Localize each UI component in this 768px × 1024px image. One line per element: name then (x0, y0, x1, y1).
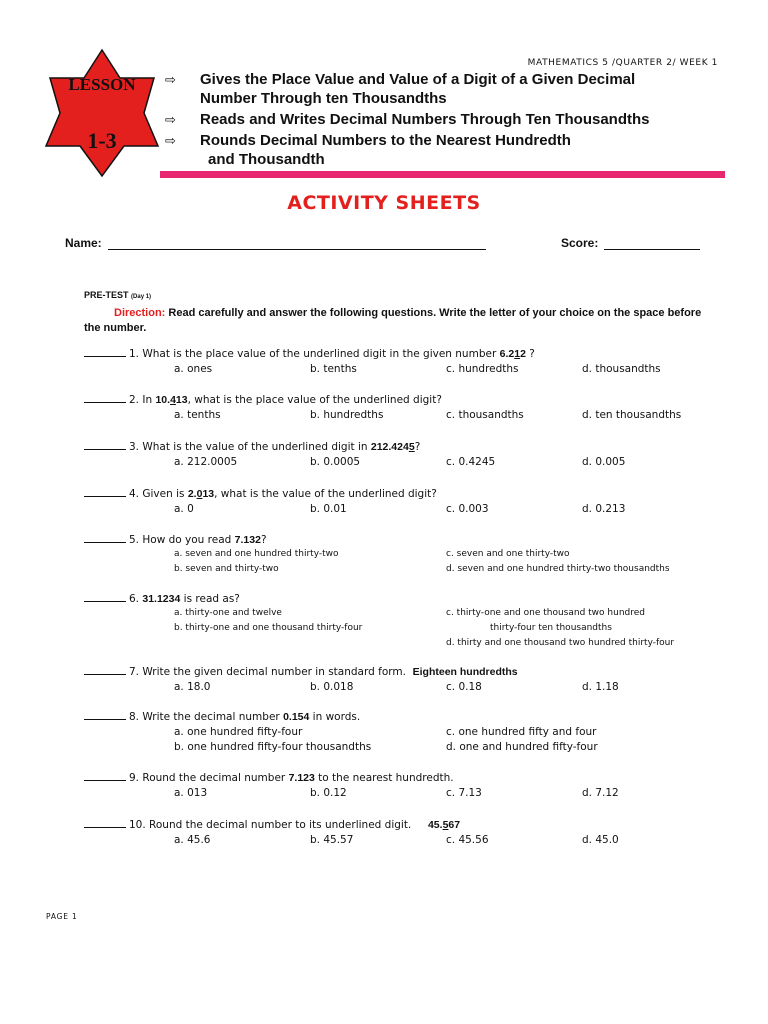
question-number: 3. (129, 441, 140, 453)
answer-choice: a. ones (174, 363, 213, 375)
arrow-icon: ⇨ (165, 133, 176, 148)
answer-choice: d. one and hundred fifty-four (446, 741, 598, 753)
objective-text: Gives the Place Value and Value of a Digit of a Given Decimal (200, 71, 636, 88)
lesson-badge-title: LESSON (68, 75, 136, 94)
question-text: Round the decimal number to its underlined digit. (149, 819, 428, 831)
question-number: 2. (129, 394, 140, 406)
header-divider-bar (160, 171, 725, 178)
answer-choice: a. one hundred fifty-four (174, 726, 303, 738)
answer-blank[interactable] (84, 440, 126, 450)
answer-choice: a. 013 (174, 787, 208, 799)
lesson-star-badge (42, 48, 162, 178)
answer-choice: b. 0.12 (310, 787, 347, 799)
answer-blank[interactable] (84, 347, 126, 357)
answer-choice: b. seven and thirty-two (174, 564, 279, 574)
question-stem (84, 440, 420, 453)
answer-blank[interactable] (84, 592, 126, 602)
answer-choice: c. 45.56 (446, 834, 489, 846)
answer-choice: b. thirty-one and one thousand thirty-four (174, 623, 363, 633)
lesson-badge-number: 1-3 (87, 128, 117, 153)
lesson-objectives (165, 70, 745, 171)
answer-choice: c. 0.003 (446, 503, 489, 515)
question-number: 1. (129, 348, 140, 360)
question-number-value-rest: 13 (175, 394, 188, 406)
question-number-value: 10. (155, 394, 171, 406)
answer-blank[interactable] (84, 665, 126, 675)
answer-choice: b. hundredths (310, 409, 384, 421)
answer-blank[interactable] (84, 393, 126, 403)
question-text: What is the place value of the underlined digit in the given number (142, 348, 500, 360)
question-text-end: , what is the place value of the underlined digit? (187, 394, 442, 406)
name-label: Name: (65, 236, 102, 250)
answer-choice: c. 0.18 (446, 681, 482, 693)
answer-choice: d. thirty and one thousand two hundred thirty-four (446, 638, 675, 648)
answer-choice: d. 0.005 (582, 456, 626, 468)
answer-choice: c. hundredths (446, 363, 519, 375)
pretest-day: (Day 1) (131, 294, 152, 300)
answer-choice: d. ten thousandths (582, 409, 682, 421)
answer-choice: a. 45.6 (174, 834, 211, 846)
answer-choice: d. 1.18 (582, 681, 619, 693)
question-number: 8. (129, 711, 140, 723)
answer-blank[interactable] (84, 710, 126, 720)
question-number-value-rest: 2 (520, 348, 526, 360)
underlined-digit: 5 (442, 819, 449, 831)
answer-choice: a. thirty-one and twelve (174, 608, 282, 618)
underlined-digit: 4 (170, 394, 176, 406)
objective-item (165, 110, 745, 129)
question-number-value: 212.424 (370, 441, 409, 453)
name-blank-line[interactable] (108, 237, 486, 250)
pretest-heading (84, 290, 151, 300)
question-stem (84, 533, 267, 546)
subject-reference: MATHEMATICS 5 /QUARTER 2/ WEEK 1 (527, 58, 718, 68)
question-stem (84, 665, 518, 678)
question-stem (84, 771, 454, 784)
direction-text: Read carefully and answer the following questions. Write the letter of your choice on the space before the number. (84, 307, 702, 334)
question-text-end: ? (414, 441, 421, 453)
question-number: 4. (129, 488, 140, 500)
answer-choice: d. 0.213 (582, 503, 626, 515)
answer-choice: d. seven and one hundred thirty-two thousandths (446, 564, 670, 574)
answer-choice: c. 0.4245 (446, 456, 496, 468)
question-text: How do you read (142, 534, 235, 546)
question-number: 9. (129, 772, 140, 784)
question-text: In (142, 394, 156, 406)
question-stem (84, 710, 360, 723)
objective-text-cont: Number Through ten Thousandths (200, 90, 447, 107)
answer-choice: c. 7.13 (446, 787, 482, 799)
question-text: Round the decimal number (142, 772, 289, 784)
answer-choice: a. seven and one hundred thirty-two (174, 549, 339, 559)
direction-label: Direction: (114, 307, 166, 319)
question-number-value: 7.132 (234, 534, 261, 546)
question-number-value: 0.154 (283, 711, 310, 723)
underlined-digit: 5 (408, 441, 415, 453)
objective-item (165, 70, 745, 108)
answer-choice: a. 212.0005 (174, 456, 238, 468)
answer-choice: b. 0.0005 (310, 456, 361, 468)
question-number-value: 6.2 (499, 348, 515, 360)
page-number: PAGE 1 (46, 912, 78, 921)
underlined-digit: 1 (514, 348, 521, 360)
arrow-icon: ⇨ (165, 72, 176, 87)
answer-choice: c. thirty-one and one thousand two hundred (446, 608, 645, 618)
question-number: 7. (129, 666, 140, 678)
objective-item (165, 131, 745, 169)
score-label: Score: (561, 236, 599, 250)
pretest-label: PRE-TEST (84, 290, 129, 300)
question-text: Write the given decimal number in standard form. (142, 666, 413, 678)
question-text-end: to the nearest hundredth. (314, 772, 454, 784)
question-text-end: is read as? (180, 593, 240, 605)
answer-choice: d. 45.0 (582, 834, 619, 846)
question-text-end: ? (525, 348, 535, 360)
underlined-digit: 0 (196, 488, 203, 500)
answer-choice: d. thousandths (582, 363, 661, 375)
page-title: ACTIVITY SHEETS (287, 192, 481, 214)
question-number-value: 2. (187, 488, 197, 500)
question-text: What is the value of the underlined digit in (142, 441, 371, 453)
question-number: 10. (129, 819, 146, 831)
objective-text: Reads and Writes Decimal Numbers Through Ten Thousandths (200, 111, 650, 128)
answer-choice: b. 0.01 (310, 503, 347, 515)
name-field (65, 236, 486, 250)
answer-blank[interactable] (84, 818, 126, 828)
answer-blank[interactable] (84, 487, 126, 497)
answer-choice: b. 45.57 (310, 834, 354, 846)
objective-text: Rounds Decimal Numbers to the Nearest Hundredth (200, 132, 571, 149)
question-text-end: ? (260, 534, 267, 546)
answer-blank[interactable] (84, 771, 126, 781)
arrow-icon: ⇨ (165, 112, 176, 127)
question-number-value: Eighteen hundredths (412, 666, 518, 678)
question-text: Given is (142, 488, 188, 500)
question-number: 5. (129, 534, 140, 546)
answer-choice: a. tenths (174, 409, 221, 421)
answer-choice: a. 0 (174, 503, 194, 515)
question-stem (84, 393, 442, 406)
answer-choice: b. 0.018 (310, 681, 354, 693)
question-stem (84, 347, 535, 360)
answer-choice: thirty-four ten thousandths (490, 623, 612, 633)
question-number-value: 7.123 (288, 772, 315, 784)
question-stem (84, 818, 460, 831)
question-text: Write the decimal number (142, 711, 284, 723)
answer-choice: c. thousandths (446, 409, 524, 421)
direction-block (84, 306, 714, 336)
answer-choice: b. one hundred fifty-four thousandths (174, 741, 372, 753)
question-number-value-rest: 13 (202, 488, 215, 500)
answer-blank[interactable] (84, 533, 126, 543)
score-field (561, 236, 700, 250)
question-text-end: in words. (309, 711, 361, 723)
question-stem (84, 487, 437, 500)
answer-choice: a. 18.0 (174, 681, 211, 693)
answer-choice: d. 7.12 (582, 787, 619, 799)
answer-choice: b. tenths (310, 363, 357, 375)
question-number-value-rest: 67 (448, 819, 461, 831)
question-number-value: 31.1234 (142, 593, 181, 605)
objective-text-cont: and Thousandth (208, 151, 325, 168)
question-number: 6. (129, 593, 140, 605)
score-blank-line[interactable] (604, 237, 700, 250)
question-text-end: , what is the value of the underlined digit? (214, 488, 437, 500)
answer-choice: c. seven and one thirty-two (446, 549, 570, 559)
question-number-value: 45. (427, 819, 443, 831)
question-stem (84, 592, 240, 605)
answer-choice: c. one hundred fifty and four (446, 726, 597, 738)
